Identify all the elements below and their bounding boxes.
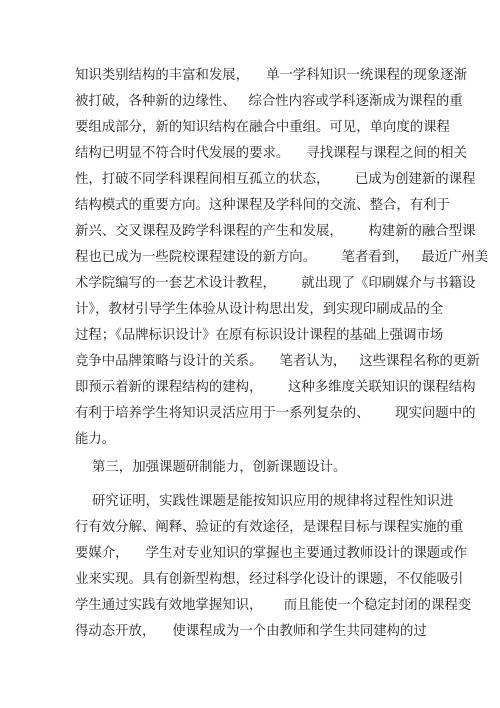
body-text-line: 研究证明，实践性课题是能按知识应用的规律将过程性知识进	[75, 494, 454, 509]
body-text-line: 结构已明显不符合时代发展的要求。 寻找课程与课程之间的相关	[75, 146, 467, 161]
body-text-line: 即预示着新的课程结构的建构， 这种多维度关联知识的课程结构	[75, 380, 476, 395]
body-text-line: 性，打破不同学科课程间相互孤立的状态， 已成为创建新的课程	[75, 172, 476, 187]
section-heading: 第三，加强课题研制能力，创新课题设计。	[75, 460, 347, 475]
body-text-line: 行有效分解、阐释、验证的有效途径，是课程目标与课程实施的重	[75, 520, 464, 535]
body-text-line: 得动态开放， 使课程成为一个由教师和学生共同建构的过	[75, 624, 427, 639]
body-text-line: 竞争中品牌策略与设计的关系。 笔者认为， 这些课程名称的更新	[75, 354, 480, 369]
body-text-line: 术学院编写的一套艺术设计教程， 就出现了《印刷媒介与书籍设	[75, 276, 476, 291]
body-text-line: 新兴、交叉课程及跨学科课程的产生和发展， 构建新的融合型课	[75, 224, 476, 239]
body-text-line: 业来实现。具有创新型构想，经过科学化设计的课题，不仅能吸引	[75, 572, 464, 587]
body-text-line: 程也已成为一些院校课程建设的新方向。 笔者看到， 最近广州美	[75, 250, 489, 265]
body-text-line: 计》，教材引导学生体验从设计构思出发，到实现印刷成品的全	[75, 302, 444, 317]
body-text-line: 知识类别结构的丰富和发展， 单一学科知识一统课程的现象逐渐	[75, 68, 467, 83]
body-text-line: 学生通过实践有效地掌握知识， 而且能使一个稳定封闭的课程变	[75, 598, 472, 613]
body-text-line: 被打破，各种新的边缘性、 综合性内容或学科逐渐成为课程的重	[75, 94, 463, 109]
body-text-line: 要媒介， 学生对专业知识的掌握也主要通过教师设计的课题或作	[75, 546, 467, 561]
body-text-line: 结构模式的重要方向。这种课程及学科间的交流、整合，有利于	[75, 198, 450, 213]
body-text-line: 能力。	[75, 432, 116, 447]
body-text-line: 要组成部分，新的知识结构在融合中重组。可见，单向度的课程	[75, 120, 450, 135]
body-text-line: 有利于培养学生将知识灵活应用于一系列复杂的、 现实问题中的	[75, 406, 476, 421]
body-text-line: 过程；《品牌标识设计》在原有标识设计课程的基础上强调市场	[75, 328, 444, 343]
